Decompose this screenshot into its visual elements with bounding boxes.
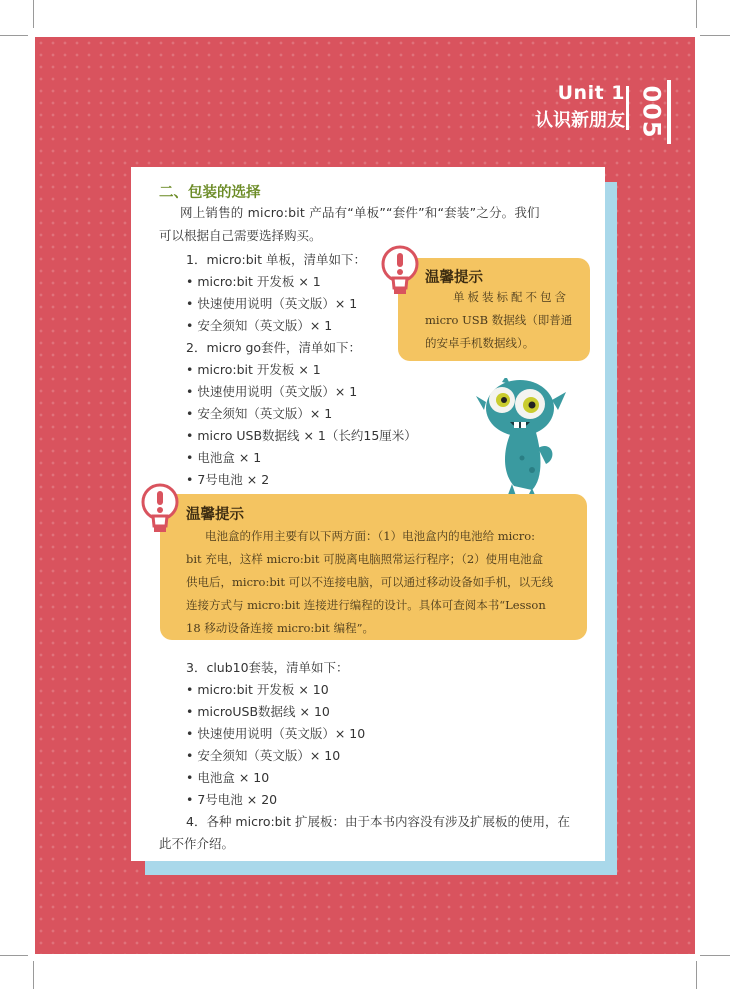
crop-mark <box>700 955 730 956</box>
crop-mark <box>696 0 697 28</box>
list-item: • 7号电池 × 2 <box>186 472 270 487</box>
lightbulb-icon <box>140 482 180 538</box>
monster-mascot <box>472 378 572 510</box>
intro-line: 网上销售的 micro:bit 产品有“单板”“套件”和“套装”之分。我们 <box>180 205 540 220</box>
list-item: • micro:bit 开发板 × 1 <box>186 274 321 289</box>
tip-line: micro USB 数据线（即普通 <box>425 313 573 327</box>
list-item: • 快速使用说明（英文版）× 10 <box>186 726 366 741</box>
list-item: • 快速使用说明（英文版）× 1 <box>186 296 358 311</box>
list-item: • 电池盒 × 10 <box>186 770 270 785</box>
list-item: • micro USB数据线 × 1（长约15厘米） <box>186 428 417 443</box>
tip-line: 供电后，micro:bit 可以不连接电脑，可以通过移动设备如手机，以无线 <box>186 575 554 589</box>
list-item: • 安全须知（英文版）× 10 <box>186 748 341 763</box>
tip-line: 电池盒的作用主要有以下两方面：（1）电池盒内的电池给 micro: <box>205 529 536 543</box>
header-divider <box>626 86 629 130</box>
crop-mark <box>33 961 34 989</box>
tip-line: 18 移动设备连接 micro:bit 编程”。 <box>186 621 374 635</box>
page-number: 005 <box>638 85 667 139</box>
crop-mark <box>0 955 28 956</box>
list-item: • 安全须知（英文版）× 1 <box>186 406 333 421</box>
crop-mark <box>700 35 730 36</box>
tip-line: 的安卓手机数据线）。 <box>425 336 535 350</box>
list-item: • 快速使用说明（英文版）× 1 <box>186 384 358 399</box>
intro-line: 可以根据自己需要选择购买。 <box>159 228 322 243</box>
list-title: 1．micro:bit 单板，清单如下： <box>186 252 366 267</box>
tip-title: 温馨提示 <box>425 270 483 286</box>
tip-line: 单板装标配不包含 <box>453 290 569 304</box>
list-item: • microUSB数据线 × 10 <box>186 704 330 719</box>
section-heading: 二、包装的选择 <box>159 184 261 201</box>
list-item: • 电池盒 × 1 <box>186 450 262 465</box>
lightbulb-icon <box>380 244 420 300</box>
list-item: • 安全须知（英文版）× 1 <box>186 318 333 333</box>
unit-label: Unit 1 <box>557 82 625 104</box>
expansion-line: 4．各种 micro:bit 扩展板：由于本书内容没有涉及扩展板的使用，在 <box>186 814 570 829</box>
crop-mark <box>0 35 28 36</box>
tip-line: bit 充电，这样 micro:bit 可脱离电脑照常运行程序；（2）使用电池盒 <box>186 552 544 566</box>
list-item: • micro:bit 开发板 × 10 <box>186 682 329 697</box>
tip-title: 温馨提示 <box>186 507 244 523</box>
expansion-line: 此不作介绍。 <box>159 836 235 851</box>
list-item: • micro:bit 开发板 × 1 <box>186 362 321 377</box>
list-title: 2．micro go套件，清单如下： <box>186 340 362 355</box>
crop-mark <box>33 0 34 28</box>
unit-title: 认识新朋友 <box>535 110 625 131</box>
crop-mark <box>696 961 697 989</box>
list-item: • 7号电池 × 20 <box>186 792 278 807</box>
list-title: 3．club10套装，清单如下： <box>186 660 349 675</box>
page-number-bar <box>667 80 671 144</box>
tip-line: 连接方式与 micro:bit 连接进行编程的设计。具体可查阅本书“Lesson <box>186 598 546 612</box>
